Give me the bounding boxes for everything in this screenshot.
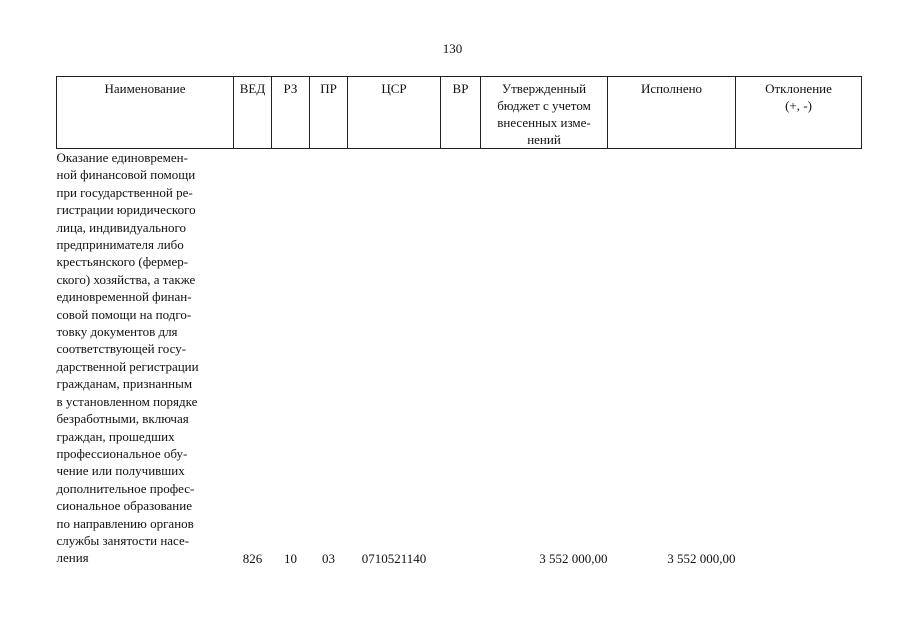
row-name-line: по направлению органов [56, 515, 194, 531]
header-label-line: РЗ [283, 81, 298, 96]
row-name-line: единовременной финан- [56, 289, 192, 305]
row-name-line: дополнительное профес- [56, 480, 195, 496]
row-name-line: при государственной ре- [56, 184, 193, 200]
header-label-line: ВР [452, 81, 469, 96]
header-ved [234, 77, 272, 149]
row-name-line: соответствующей госу- [56, 341, 187, 357]
header-csr [348, 77, 441, 149]
row-name-line: гистрации юридического [56, 202, 196, 218]
row-name-line: службы занятости насе- [56, 532, 190, 548]
header-label-line: Исполнено [640, 81, 703, 96]
header-label-line: ЦСР [381, 81, 407, 96]
header-label-line: ПР [320, 81, 337, 96]
row-name-line: чение или получивших [56, 463, 185, 479]
row-name-line: ского) хозяйства, а также [56, 271, 196, 287]
header-label-line: бюджет с учетом [497, 98, 591, 113]
row-name-line: профессиональное обу- [56, 445, 188, 461]
row-name-line: совой помощи на подго- [56, 306, 192, 322]
header-executed [608, 77, 736, 149]
row-deviation [736, 149, 862, 567]
row-ved: 826 [242, 550, 263, 566]
header-label-line: нений [527, 132, 561, 147]
header-label-line: Отклонение [765, 81, 832, 96]
row-vr [441, 149, 481, 567]
header-deviation [736, 77, 862, 149]
row-name-line: дарственной регистрации [56, 358, 199, 374]
row-name-cell [57, 149, 234, 567]
row-rz: 10 [284, 550, 297, 566]
row-pr: 03 [322, 550, 335, 566]
header-label-line: внесенных изме- [497, 115, 591, 130]
table-header-row [57, 77, 862, 149]
page-number: 130 [442, 41, 463, 56]
row-approved: 3 552 000,00 [539, 550, 608, 566]
row-name-line: сиональное образование [56, 498, 192, 514]
header-name [57, 77, 234, 149]
row-name-line: ления [56, 550, 89, 566]
row-name-line: лица, индивидуального [56, 219, 186, 235]
header-vr [441, 77, 481, 149]
row-name-line: гражданам, признанным [56, 376, 193, 392]
header-label-line: Наименование [104, 81, 186, 96]
budget-execution-table [56, 76, 862, 567]
header-rz [272, 77, 310, 149]
row-executed: 3 552 000,00 [667, 550, 736, 566]
header-label-line: ВЕД [239, 81, 266, 96]
row-name-line: предпринимателя либо [56, 237, 184, 253]
header-label-line: (+, -) [785, 98, 812, 113]
row-csr: 0710521140 [361, 550, 427, 566]
row-name-line: товку документов для [56, 324, 178, 340]
header-approved [481, 77, 608, 149]
row-name-line: граждан, прошедших [56, 428, 175, 444]
row-name-line: Оказание единовремен- [56, 150, 188, 165]
row-name-line: безработными, включая [56, 411, 189, 427]
table-row [57, 149, 862, 567]
header-label-line: Утвержденный [501, 81, 587, 96]
row-name-line: крестьянского (фермер- [56, 254, 189, 270]
row-name-line: ной финансовой помощи [56, 167, 196, 183]
header-pr [310, 77, 348, 149]
row-name-line: в установленном порядке [56, 393, 198, 409]
